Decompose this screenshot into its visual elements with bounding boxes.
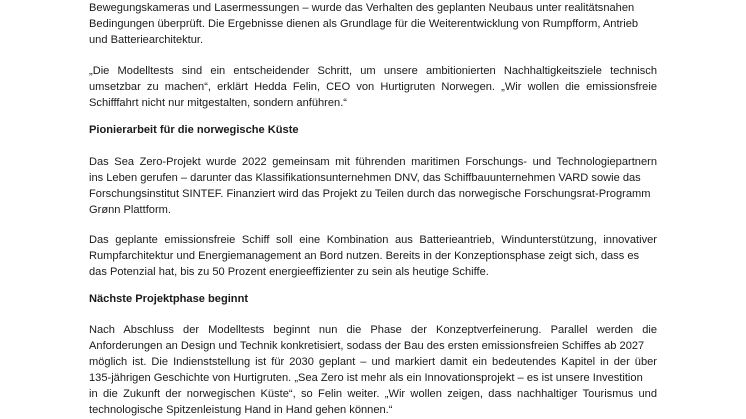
text-line: Das geplante emissionsfreie Schiff soll eine Kombination aus Batterieantrieb, Windunterstützung, innovativer xyxy=(89,234,657,246)
paragraph-model-tests-results xyxy=(89,0,657,48)
text-line: Nach Abschluss der Modelltests beginnt nun die Phase der Konzeptverfeinerung. Parallel werden die xyxy=(89,324,657,336)
text-line: das Potenzial hat, bis zu 50 Prozent energieeffizienter zu sein als heutige Schiffe. xyxy=(89,266,489,278)
section-heading-pioneer-work: Pionierarbeit für die norwegische Küste xyxy=(89,124,299,136)
text-line: umsetzbar zu machen“, erklärt Hedda Felin, CEO von Hurtigruten Norwegen. „Wir wollen die emissionsfreie xyxy=(89,81,657,93)
text-line: Bewegungskameras und Lasermessungen – wurde das Verhalten des geplanten Neubaus unter realitätsnahen xyxy=(89,2,635,14)
text-line: Rumpfarchitektur und Energiemanagement an Bord nutzen. Bereits in der Konzeptionsphase zeigt sich, dass es xyxy=(89,250,640,262)
text-line: Bedingungen überprüft. Die Ergebnisse dienen als Grundlage für die Weiterentwicklung von Rumpfform, Antrieb xyxy=(89,18,639,30)
text-line: Forschungsinstitut SINTEF. Finanziert wird das Projekt zu Teilen durch das norwegische Forschungsrat-Programm xyxy=(89,188,651,200)
text-line: technologische Spitzenleistung Hand in Hand gehen können.“ xyxy=(89,404,393,416)
text-line: Das Sea Zero-Projekt wurde 2022 gemeinsam mit führenden maritimen Forschungs- und Technologiepartnern xyxy=(89,156,657,168)
paragraph-ceo-quote xyxy=(89,63,657,111)
text-line: ins Leben gerufen – darunter das Klassifikationsunternehmen DNV, das Schiffbauunternehmen VARD sowie das xyxy=(89,172,641,184)
paragraph-sea-zero-project xyxy=(89,154,657,218)
text-line: und Batteriearchitektur. xyxy=(89,34,204,46)
text-line: Grønn Plattform. xyxy=(89,204,171,216)
text-line: Anforderungen an Design und Technik konkretisiert, sodass der Bau des ersten emissionsfreien Schiffes ab 2027 xyxy=(89,340,645,352)
text-line: 135-jährigen Geschichte von Hurtigruten. „Sea Zero ist mehr als ein Innovationsprojekt – es ist unsere Investition xyxy=(89,372,643,384)
paragraph-emission-free-ship xyxy=(89,232,657,280)
text-line: in die Zukunft der norwegischen Küste“, so Felin weiter. „Wir wollen zeigen, dass nachhaltiger Tourismus und xyxy=(89,388,657,400)
section-heading-next-phase: Nächste Projektphase beginnt xyxy=(89,293,249,305)
text-line: möglich ist. Die Indienststellung ist für 2030 geplant – und markiert damit ein bedeutendes Kapitel in der über xyxy=(89,356,657,368)
text-line: „Die Modelltests sind ein entscheidender Schritt, um unsere ambitionierten Nachhaltigkeitsziele technisch xyxy=(89,65,657,77)
text-line: Schifffahrt nicht nur mitgestalten, sondern anführen.“ xyxy=(89,97,347,109)
paragraph-next-project-phase xyxy=(89,322,657,418)
